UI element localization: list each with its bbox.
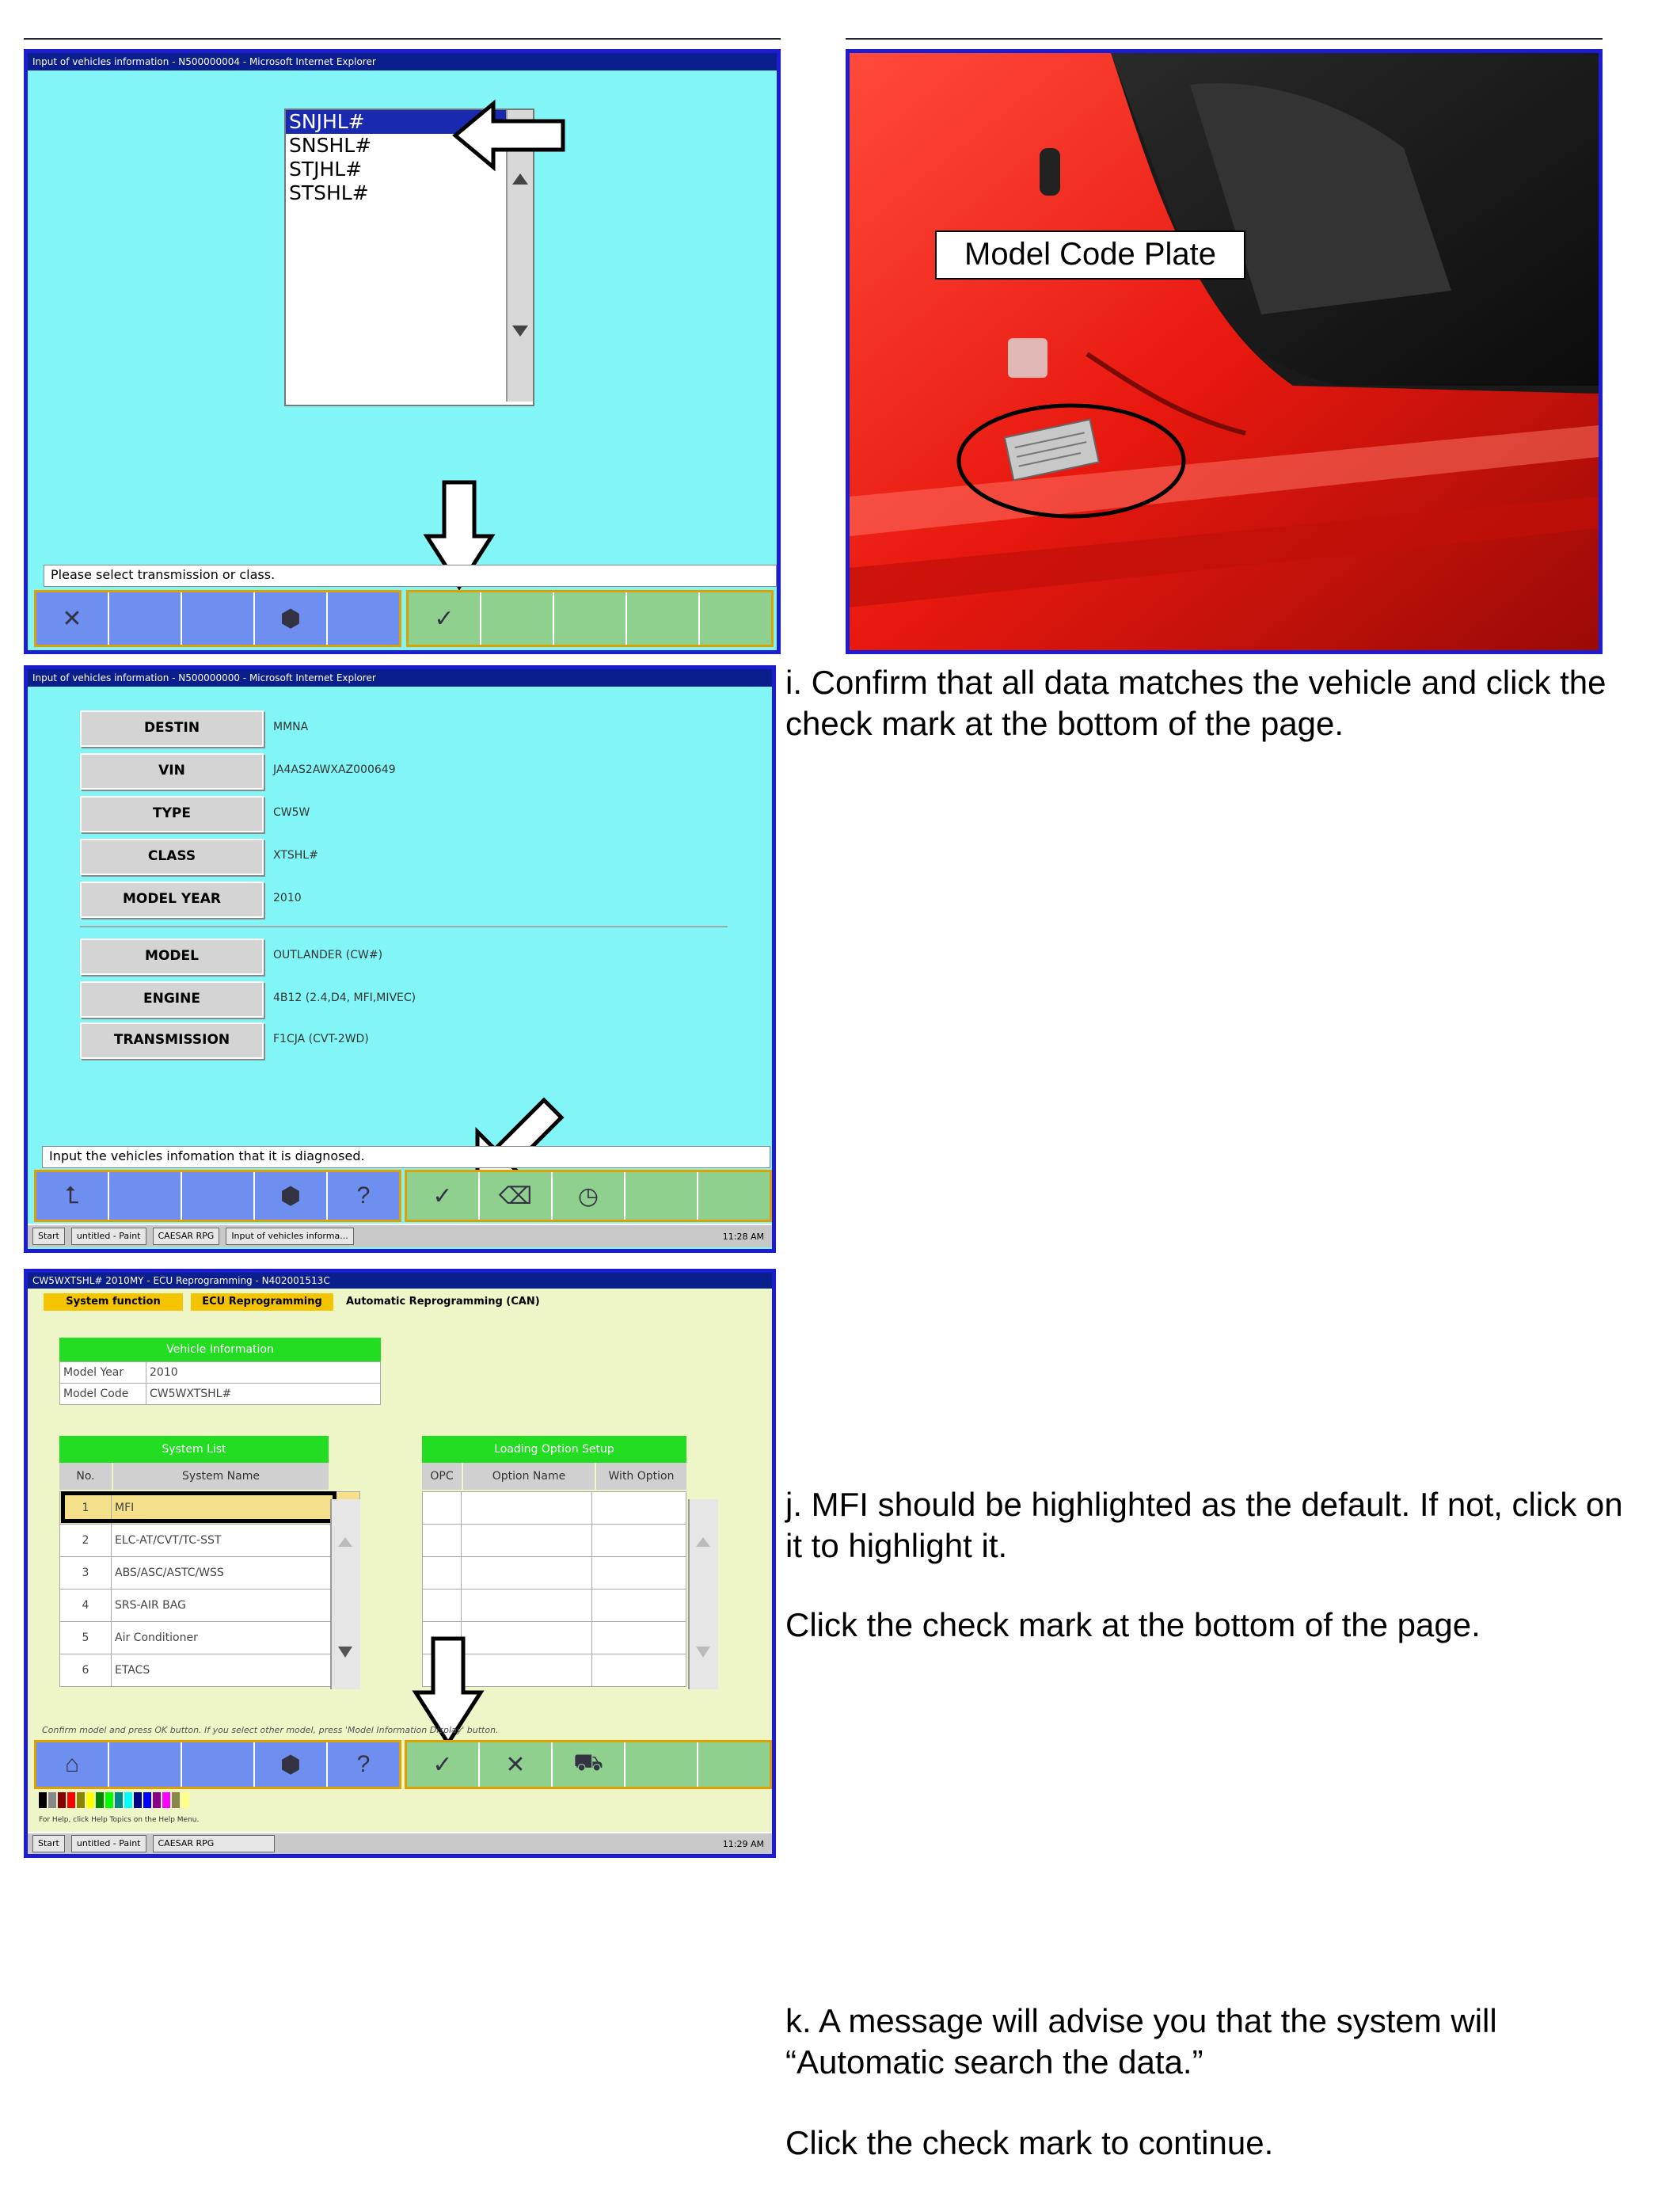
system-list-header: System List	[59, 1436, 329, 1463]
clock-icon[interactable]: ◷	[553, 1172, 625, 1220]
status-message: Please select transmission or class.	[44, 565, 777, 587]
top-rule-left	[24, 38, 781, 40]
table-row[interactable]	[60, 1654, 360, 1687]
selection-highlight	[61, 1491, 337, 1523]
cancel-icon[interactable]: ✕	[480, 1742, 553, 1787]
eraser-icon[interactable]: ⌫	[480, 1172, 553, 1220]
system-list-col-name: System Name	[113, 1463, 329, 1490]
field-value: 4B12 (2.4,D4, MFI,MIVEC)	[273, 992, 416, 1004]
check-ok-button[interactable]: ✓	[409, 592, 481, 645]
scroll-up-icon[interactable]	[696, 1537, 710, 1547]
toolbar-button[interactable]	[109, 1172, 182, 1220]
tab-automatic-reprogramming[interactable]: Automatic Reprogramming (CAN)	[346, 1296, 540, 1308]
caption-step-k: k. A message will advise you that the system will “Automatic search the data.”	[785, 2002, 1497, 2081]
taskbar-clock: 11:28 AM	[722, 1231, 764, 1242]
system-no: 1	[60, 1492, 112, 1525]
field-value: OUTLANDER (CW#)	[273, 949, 383, 961]
vehicle-info-label: Model Code	[60, 1384, 146, 1405]
scroll-up-icon[interactable]	[338, 1537, 352, 1547]
taskbar-item[interactable]: untitled - Paint	[71, 1835, 146, 1852]
color-swatch[interactable]	[39, 1792, 47, 1808]
table-row[interactable]	[60, 1622, 360, 1654]
table-row[interactable]	[423, 1492, 686, 1525]
loading-option-scrollbar[interactable]	[688, 1499, 718, 1689]
cancel-button[interactable]: ✕	[36, 592, 109, 645]
caption-step-j: j. MFI should be highlighted as the default. If not, click on it to highlight it.	[785, 1486, 1623, 1564]
check-ok-icon[interactable]: ✓	[407, 1172, 480, 1220]
loading-option-col-with: With Option	[596, 1463, 686, 1490]
color-swatch[interactable]	[153, 1792, 161, 1808]
field-label: CLASS	[80, 839, 264, 875]
toolbar-right	[405, 1740, 772, 1789]
table-row[interactable]	[423, 1590, 686, 1622]
toolbar-button[interactable]	[700, 592, 771, 645]
system-no: 5	[60, 1622, 112, 1654]
toolbar-button[interactable]	[625, 1742, 698, 1787]
system-no: 6	[60, 1654, 112, 1687]
home-icon[interactable]: ⌂	[36, 1742, 109, 1787]
table-row[interactable]	[423, 1525, 686, 1557]
toolbar-button[interactable]	[481, 592, 554, 645]
list-item[interactable]: STJHL#	[289, 158, 363, 181]
toolbar-left	[34, 1170, 401, 1222]
screen2-window	[24, 665, 776, 1253]
tab-bar	[36, 1293, 764, 1311]
field-label: TRANSMISSION	[80, 1022, 264, 1059]
color-swatch[interactable]	[134, 1792, 142, 1808]
field-label: ENGINE	[80, 981, 264, 1018]
help-icon[interactable]: ?	[356, 1751, 371, 1777]
toolbar-left	[34, 590, 401, 647]
model-code-plate-label: Model Code Plate	[935, 230, 1245, 280]
scroll-down-icon[interactable]	[512, 326, 528, 337]
vehicle-info-table	[59, 1361, 381, 1405]
pointer-arrow-left-icon	[455, 104, 566, 167]
color-swatch[interactable]	[143, 1792, 151, 1808]
toolbar-right	[406, 590, 774, 647]
start-button[interactable]: Start	[32, 1228, 65, 1245]
field-label: VIN	[80, 753, 264, 790]
top-rule-right	[846, 38, 1603, 40]
status-message: Confirm model and press OK button. If you select other model, press 'Model Information Display' button.	[42, 1725, 499, 1735]
toolbar-button[interactable]	[328, 592, 399, 645]
taskbar-item[interactable]: untitled - Paint	[71, 1228, 146, 1245]
toolbar-left	[34, 1740, 401, 1789]
help-line: For Help, click Help Topics on the Help Menu.	[39, 1816, 200, 1824]
list-item[interactable]: SNSHL#	[289, 134, 372, 157]
table-row[interactable]	[60, 1525, 360, 1557]
color-swatch[interactable]	[105, 1792, 113, 1808]
scroll-down-icon[interactable]	[338, 1647, 352, 1658]
status-message: Input the vehicles infomation that it is diagnosed.	[42, 1146, 770, 1168]
system-no: 3	[60, 1557, 112, 1590]
color-swatch[interactable]	[86, 1792, 94, 1808]
paint-color-palette	[39, 1792, 221, 1810]
field-value: MMNA	[273, 721, 309, 733]
car-icon[interactable]: ⛟	[553, 1742, 625, 1787]
list-item[interactable]: STSHL#	[289, 181, 369, 204]
color-swatch[interactable]	[124, 1792, 132, 1808]
taskbar-clock: 11:29 AM	[722, 1838, 764, 1849]
list-item[interactable]: SNJHL#	[286, 110, 533, 134]
toolbar-button[interactable]	[698, 1742, 770, 1787]
taskbar-item[interactable]: Input of vehicles informa...	[226, 1228, 353, 1245]
loading-option-col-name: Option Name	[463, 1463, 595, 1490]
system-name: Air Conditioner	[112, 1622, 360, 1654]
toolbar-button[interactable]	[554, 592, 627, 645]
field-value: F1CJA (CVT-2WD)	[273, 1033, 369, 1045]
toolbar-right	[405, 1170, 772, 1222]
table-row[interactable]	[423, 1557, 686, 1590]
field-label: MODEL	[80, 938, 264, 975]
car-door-sill-photo	[850, 53, 1599, 650]
screen1-titlebar: Input of vehicles information - N500000004 - Microsoft Internet Explorer	[28, 53, 777, 70]
print-button[interactable]: ⬢	[255, 592, 328, 645]
field-value: CW5W	[273, 806, 310, 819]
color-swatch[interactable]	[67, 1792, 75, 1808]
system-list-col-no: No.	[59, 1463, 112, 1490]
toolbar-button[interactable]	[182, 1742, 255, 1787]
vehicle-info-label: Model Year	[60, 1362, 146, 1384]
table-row[interactable]	[60, 1557, 360, 1590]
color-swatch[interactable]	[77, 1792, 85, 1808]
field-label: MODEL YEAR	[80, 881, 264, 918]
loading-option-header: Loading Option Setup	[422, 1436, 686, 1463]
caption-step-i: i. Confirm that all data matches the vehicle and click the check mark at the bottom of the page.	[785, 664, 1606, 742]
print-icon[interactable]: ⬢	[255, 1742, 328, 1787]
photo-frame	[846, 49, 1603, 654]
color-swatch[interactable]	[96, 1792, 104, 1808]
color-swatch[interactable]	[58, 1792, 66, 1808]
color-swatch[interactable]	[162, 1792, 170, 1808]
field-label: DESTIN	[80, 710, 264, 747]
field-value: XTSHL#	[273, 849, 318, 862]
taskbar-item[interactable]: CAESAR RPG	[153, 1835, 275, 1852]
screen3-titlebar: CW5WXTSHL# 2010MY - ECU Reprogramming - N402001513C	[28, 1273, 772, 1289]
caption-step-k-click: Click the check mark to continue.	[785, 2124, 1274, 2161]
screen3-window	[24, 1269, 776, 1858]
table-row[interactable]	[60, 1590, 360, 1622]
system-name: MFI	[112, 1492, 360, 1525]
field-value: JA4AS2AWXAZ000649	[273, 763, 396, 776]
windows-taskbar	[28, 1832, 772, 1854]
toolbar-button[interactable]	[625, 1172, 698, 1220]
divider	[80, 926, 728, 927]
check-ok-icon[interactable]: ✓	[407, 1742, 480, 1787]
toolbar-button[interactable]	[109, 592, 182, 645]
print-icon[interactable]: ⬢	[255, 1172, 328, 1220]
help-icon[interactable]: ?	[356, 1182, 371, 1209]
color-swatch[interactable]	[181, 1792, 189, 1808]
tab-ecu-reprogramming[interactable]: ECU Reprogramming	[191, 1293, 333, 1311]
system-list-scrollbar[interactable]	[330, 1499, 360, 1689]
taskbar-item[interactable]: CAESAR RPG	[153, 1228, 220, 1245]
toolbar-button[interactable]	[627, 592, 700, 645]
field-label: TYPE	[80, 796, 264, 832]
system-name: ELC-AT/CVT/TC-SST	[112, 1525, 360, 1557]
vehicle-info-value: 2010	[146, 1362, 381, 1384]
scroll-down-icon[interactable]	[696, 1647, 710, 1658]
windows-taskbar	[28, 1224, 772, 1247]
toolbar-button[interactable]	[109, 1742, 182, 1787]
toolbar-button[interactable]	[698, 1172, 770, 1220]
return-icon[interactable]: ⮤	[36, 1172, 109, 1220]
screen2-titlebar: Input of vehicles information - N500000000 - Microsoft Internet Explorer	[28, 669, 772, 687]
system-name: ABS/ASC/ASTC/WSS	[112, 1557, 360, 1590]
color-swatch[interactable]	[115, 1792, 123, 1808]
start-button[interactable]: Start	[32, 1835, 65, 1852]
caption-step-j-click: Click the check mark at the bottom of the page.	[785, 1606, 1481, 1643]
system-name: SRS-AIR BAG	[112, 1590, 360, 1622]
vehicle-info-value: CW5WXTSHL#	[146, 1384, 381, 1405]
color-swatch[interactable]	[48, 1792, 56, 1808]
toolbar-button[interactable]	[182, 592, 255, 645]
field-value: 2010	[273, 892, 302, 904]
system-no: 2	[60, 1525, 112, 1557]
vehicle-info-header: Vehicle Information	[59, 1338, 381, 1361]
color-swatch[interactable]	[172, 1792, 180, 1808]
tab-system-function[interactable]: System function	[44, 1293, 183, 1311]
screen1-window	[24, 49, 781, 654]
system-no: 4	[60, 1590, 112, 1622]
system-name: ETACS	[112, 1654, 360, 1687]
toolbar-button[interactable]	[182, 1172, 255, 1220]
scroll-up-icon[interactable]	[512, 173, 528, 185]
loading-option-col-opc: OPC	[422, 1463, 462, 1490]
